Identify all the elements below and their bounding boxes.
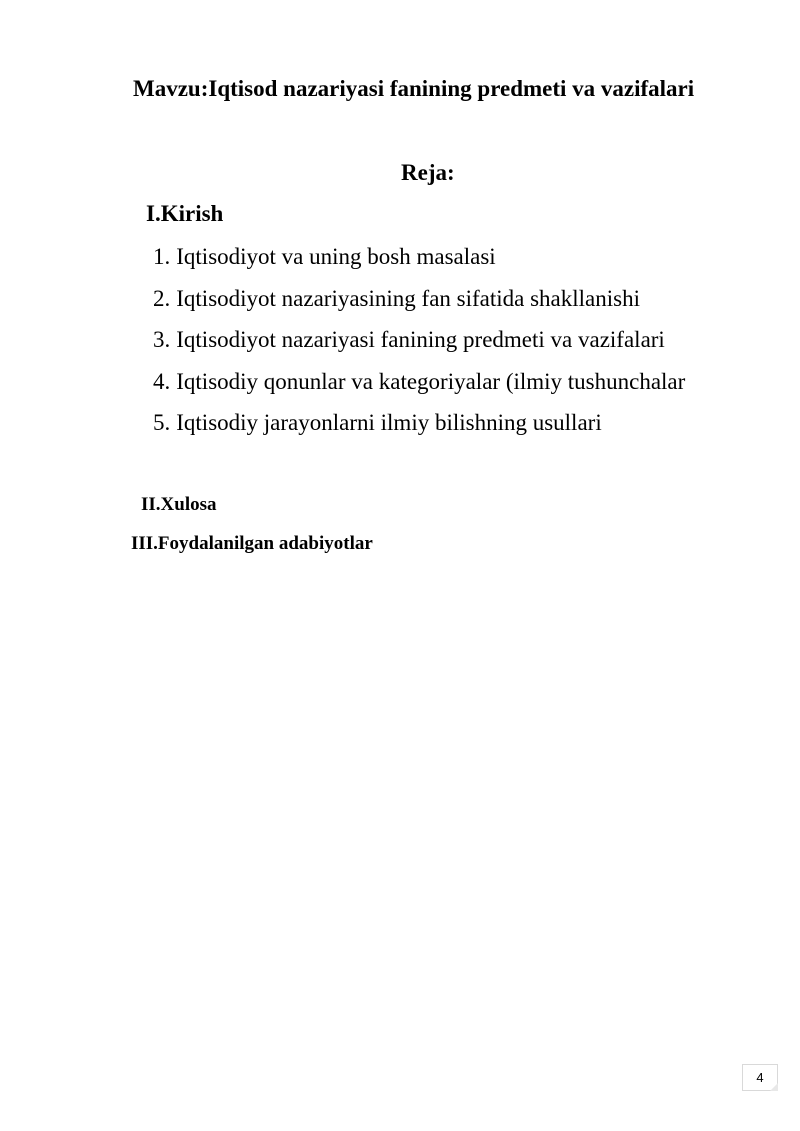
conclusion-heading: II.Xulosa — [141, 494, 217, 515]
plan-heading: Reja: — [401, 160, 455, 185]
topic-item — [153, 285, 685, 313]
topic-number: 4. — [153, 368, 171, 394]
page-number-badge — [742, 1064, 778, 1091]
references-heading: III.Foydalanilgan adabiyotlar — [131, 533, 373, 554]
topic-text: Iqtisodiy qonunlar va kategoriyalar (ilmiy tushunchalar — [176, 368, 686, 394]
topic-number: 3. — [153, 327, 171, 352]
topic-text: Iqtisodiyot nazariyasining fan sifatida shakllanishi — [176, 285, 640, 311]
topic-item — [153, 243, 685, 271]
document-title: Mavzu:Iqtisod nazariyasi fanining predmeti va vazifalari — [133, 76, 695, 101]
topic-text: Iqtisodiyot va uning bosh masalasi — [176, 244, 496, 269]
topic-item — [153, 326, 685, 354]
page-fold-icon — [770, 1083, 778, 1091]
topic-item — [153, 409, 685, 437]
page-number: 4 — [756, 1070, 764, 1085]
topic-number: 5. — [153, 410, 171, 435]
topic-item — [153, 368, 685, 396]
topic-number: 1. — [153, 244, 171, 269]
topic-number: 2. — [153, 285, 171, 311]
intro-heading: I.Kirish — [146, 201, 224, 226]
topic-list — [153, 243, 685, 451]
topic-text: Iqtisodiyot nazariyasi fanining predmeti va vazifalari — [176, 327, 665, 352]
topic-text: Iqtisodiy jarayonlarni ilmiy bilishning usullari — [176, 410, 602, 435]
